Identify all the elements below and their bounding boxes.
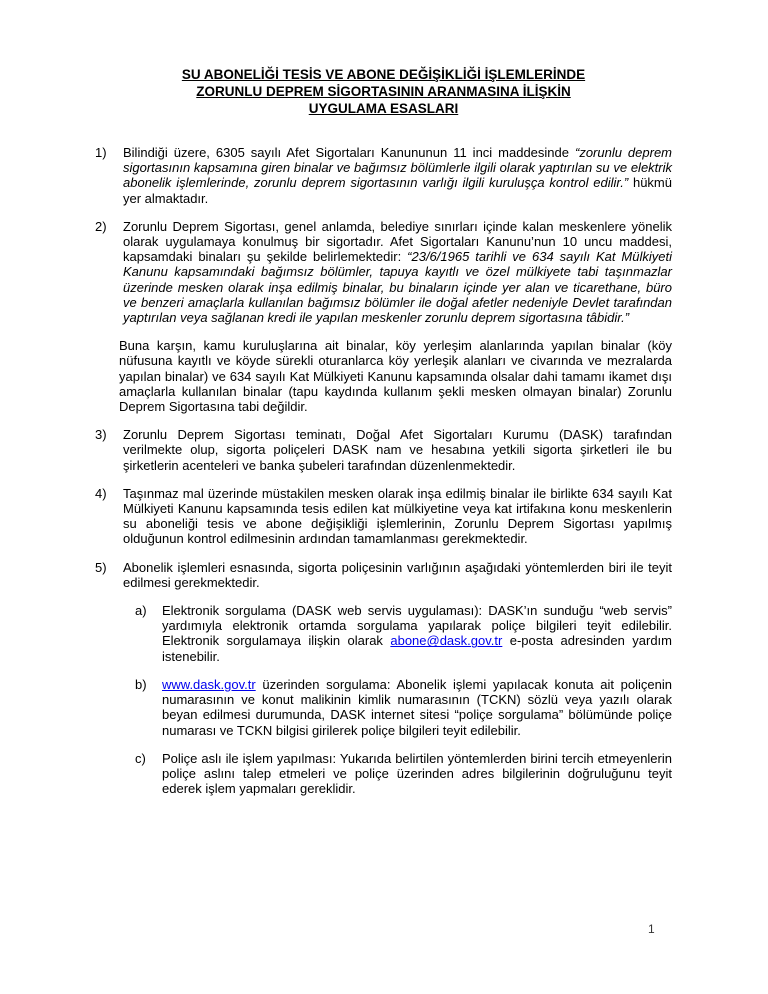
paragraph-2-note-text: Buna karşın, kamu kuruluşlarına ait binalar, köy yerleşim alanlarında yapılan binalar (köy nüfusuna kayıtlı ve köyde sürekli oturanlarca köy yerleşik alanları ve civarında ve mezralarda yapılan binalar) ve 634 sayılı Kat Mülkiyeti Kanunu kapsamında olsalar dahi tamamı ikamet dışı amaçlarla kullanılan binalar (tapu kaydında kullanım şekli mesken olmayan binalar) Zorunlu Deprem Sigortasına tabi değildir. bbox=[119, 338, 672, 415]
paragraph-4 bbox=[95, 486, 672, 547]
subitem-a-label: a) bbox=[135, 603, 147, 619]
page-title-line-2: ZORUNLU DEPREM SİGORTASININ ARANMASINA İLİŞKİN bbox=[196, 84, 571, 99]
page-title-line-3: UYGULAMA ESASLARI bbox=[308, 101, 459, 116]
subitem-c-text: Poliçe aslı ile işlem yapılması: Yukarıda belirtilen yöntemlerden birini tercih etmeyenlerin poliçe aslını talep etmeleri ve poliçe üzerinden adres bilgilerinin doğruluğunu teyit ederek işlem yapmaları gereklidir. bbox=[162, 750, 672, 797]
paragraph-3-number: 3) bbox=[95, 427, 107, 443]
paragraph-4-text: Taşınmaz mal üzerinde müstakilen mesken olarak inşa edilmiş binalar ile birlikte 634 sayılı Kat Mülkiyeti Kanunu kapsamında tesis edilen kat mülkiyetine veya kat irtifakına konu meskenlerin su aboneliği tesis ve abone değişikliği işlemlerinin, Zorunlu Deprem Sigortası yapılmış olduğunun kontrol edilmesinin ardından tamamlanması gerekmektedir. bbox=[123, 485, 672, 547]
paragraph-2-quote: “23/6/1965 tarihli ve 634 sayılı Kat Mülkiyeti Kanunu kapsamındaki bağımsız bölümler, tapuya kayıtlı ve özel mülkiyete tabi taşınmazlar üzerinde mesken olarak inşa edilmiş binalar, bu binaların içinde yer alan ve ticarethane, büro ve benzeri amaçlarla kullanılan bağımsız bölümler ile doğal afetler nedeniyle Devlet tarafından yaptırılan veya sağlanan kredi ile yapılan meskenler zorunlu deprem sigortasına tâbidir.” bbox=[123, 249, 672, 326]
subitem-a-intro: Elektronik sorgulama (DASK web servis uygulaması): DASK’ın sunduğu “web servis” yardımıyla elektronik ortamda sorgulama yapılarak poliçe bilgileri teyit edilebilir. Elektronik sorgulamaya ilişkin olarak bbox=[162, 603, 672, 649]
subitem-a-outro: e-posta adresinden yardım istenebilir. bbox=[162, 633, 672, 664]
paragraph-1-intro: Bilindiği üzere, 6305 sayılı Afet Sigortaları Kanununun 11 inci maddesinde bbox=[123, 145, 575, 160]
paragraph-3 bbox=[95, 427, 672, 473]
subitem-b-label: b) bbox=[135, 676, 147, 692]
paragraph-2 bbox=[95, 219, 672, 325]
paragraph-1-outro: hükmü yer almaktadır. bbox=[123, 175, 672, 206]
paragraph-2-intro: Zorunlu Deprem Sigortası, genel anlamda, belediye sınırları içinde kalan meskenlere yönelik olarak uygulamaya konulmuş bir sigortadır. Afet Sigortaları Kanunu’nun 10 uncu maddesi, kapsamdaki binaları şu şekilde belirlemektedir: bbox=[123, 218, 672, 265]
page-title bbox=[95, 66, 672, 117]
subitem-b-text: üzerinden sorgulama: Abonelik işlemi yapılacak konuta ait poliçenin numarasının ve konut malikinin kimlik numarasının (TCKN) sözlü veya yazılı olarak beyan edilmesi durumunda, DASK internet sitesi “poliçe sorgulama” bölümünde poliçe numarası ve TCKN bilgisi girilerek poliçe bilgileri teyit edilebilir. bbox=[162, 676, 672, 738]
paragraph-5 bbox=[95, 560, 672, 590]
website-link-dask[interactable]: www.dask.gov.tr bbox=[162, 676, 256, 692]
subitem-a bbox=[95, 603, 672, 664]
paragraph-2-number: 2) bbox=[95, 218, 107, 234]
paragraph-1 bbox=[95, 145, 672, 206]
document-content bbox=[95, 0, 672, 796]
paragraph-3-text: Zorunlu Deprem Sigortası teminatı, Doğal Afet Sigortaları Kurumu (DASK) tarafından verilmekte olup, sigorta poliçeleri DASK nam ve hesabına yetkili sigorta şirketleri ile bu şirketlerin acenteleri ve banka şubeleri tarafından düzenlenmektedir. bbox=[123, 427, 672, 473]
subitem-c-label: c) bbox=[135, 750, 146, 766]
subitem-c bbox=[95, 751, 672, 797]
paragraph-4-number: 4) bbox=[95, 485, 107, 501]
page-number: 1 bbox=[648, 922, 655, 936]
paragraph-1-quote: “zorunlu deprem sigortasının kapsamına giren binalar ve bağımsız bölümlerle ilgili olarak yaptırılan su ve elektrik abonelik işlemlerinde, zorunlu deprem sigortasının varlığı ilgili kuruluşça kontrol edilir.” bbox=[123, 145, 673, 191]
paragraph-1-number: 1) bbox=[95, 145, 107, 160]
paragraph-2-note bbox=[95, 338, 672, 414]
email-link-abone-dask[interactable]: abone@dask.gov.tr bbox=[390, 633, 503, 649]
paragraph-5-number: 5) bbox=[95, 559, 107, 575]
subitem-b bbox=[95, 677, 672, 738]
page-title-line-1: SU ABONELİĞİ TESİS VE ABONE DEĞİŞİKLİĞİ İŞLEMLERİNDE bbox=[181, 67, 586, 82]
paragraph-5-text: Abonelik işlemleri esnasında, sigorta poliçesinin varlığının aşağıdaki yöntemlerden biri ile teyit edilmesi gerekmektedir. bbox=[123, 559, 672, 590]
